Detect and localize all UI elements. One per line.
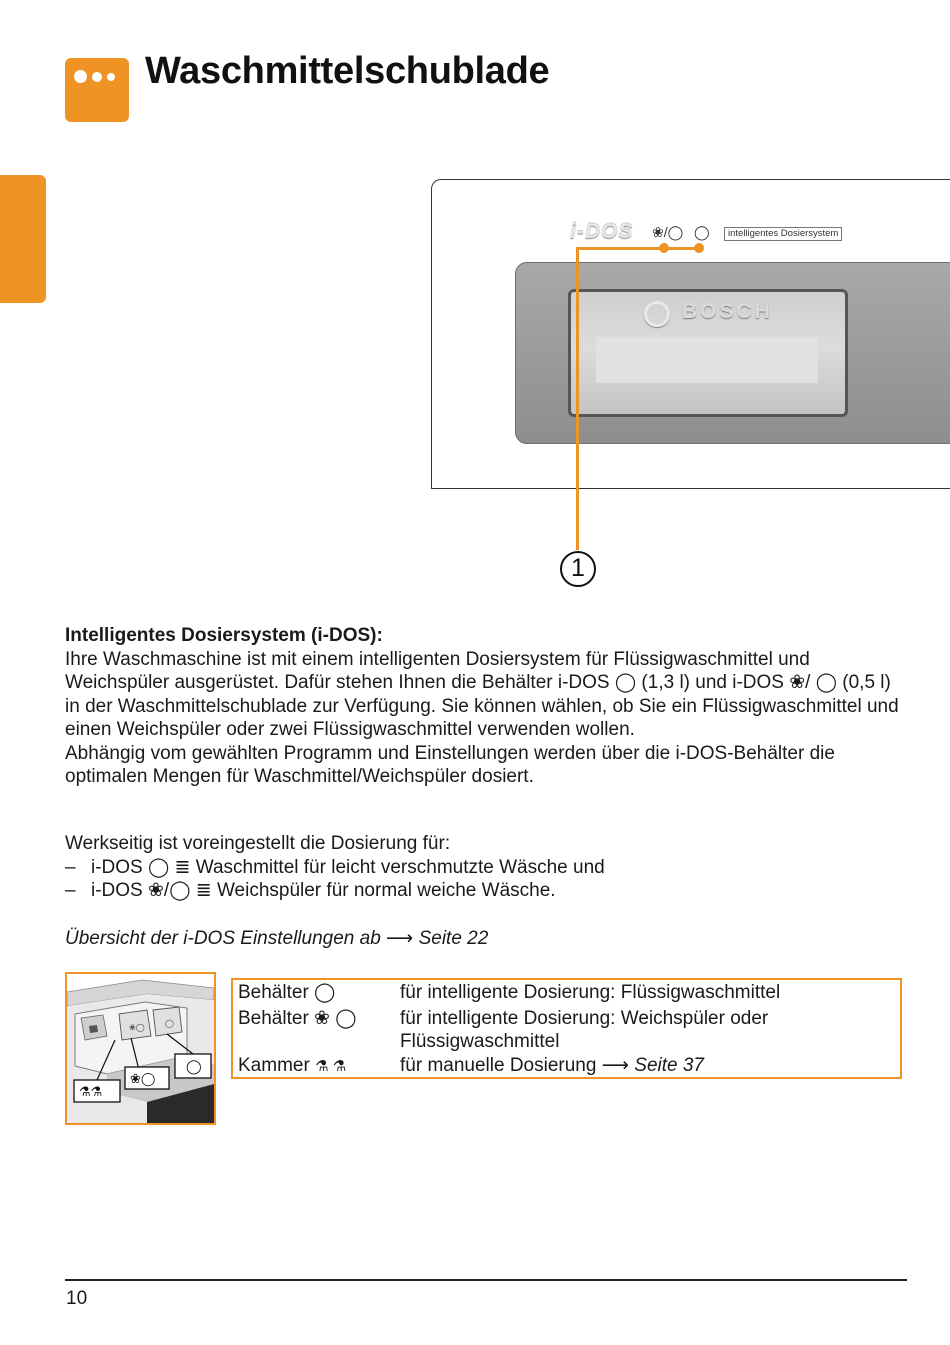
legend-desc — [400, 1054, 830, 1077]
legend-term-text: Kammer — [238, 1055, 310, 1076]
legend-term: Behälter ❀ ◯ — [238, 1008, 357, 1029]
paragraph: Ihre Waschmaschine ist mit einem intelligenten Dosiersystem für Flüssigwaschmittel und Weichspüler ausgerüstet. Dafür stehen Ihnen die Behälter i-DOS ◯ (1,3 l) und i-DOS ❀/ ◯ (0,5 l) in der Waschmittelschublade zur Verfügung. Sie können wählen, ob Sie ein Flüssigwaschmittel und einen Weichspüler oder zwei Flüssigwaschmittel verwenden wollen. — [65, 648, 899, 740]
detergent-symbol: ◯ — [694, 224, 710, 240]
brand-name: BOSCH — [682, 300, 773, 323]
list-item-text: i-DOS ❀/◯ ≣ Weichspüler für normal weiche Wäsche. — [91, 880, 556, 901]
svg-text:⚗⚗: ⚗⚗ — [79, 1084, 103, 1099]
callout-line-vertical — [576, 248, 579, 550]
svg-text:❀◯: ❀◯ — [130, 1071, 156, 1086]
overview-text: Übersicht der i-DOS Einstellungen ab — [65, 928, 381, 949]
legend-term: Behälter ◯ — [238, 982, 336, 1003]
arrow-right-icon: ⟶ — [601, 1055, 629, 1076]
page-title: Waschmittelschublade — [145, 50, 550, 92]
svg-text:◯: ◯ — [186, 1058, 202, 1074]
legend-desc: für intelligente Dosierung: Flüssigwaschmittel — [400, 982, 781, 1003]
list-item — [65, 856, 905, 880]
legend-term — [238, 1054, 346, 1078]
drawer-thumbnail — [65, 972, 216, 1125]
legend-desc: für intelligente Dosierung: Weichspüler oder Flüssigwaschmittel — [400, 1008, 769, 1052]
drawer-display-area — [596, 337, 818, 383]
section-heading: Intelligentes Dosiersystem (i-DOS): — [65, 625, 383, 646]
dash-bullet: – — [65, 880, 76, 901]
idos-logo: i-DOS — [570, 220, 634, 243]
list-item-text: i-DOS ◯ ≣ Waschmittel für leicht verschmutzte Wäsche und — [91, 856, 605, 878]
footer-divider — [65, 1279, 907, 1281]
paragraph: Abhängig vom gewählten Programm und Einstellungen werden über die i-DOS-Behälter die optimalen Mengen für Waschmittel/Weichspüler dosiert. — [65, 742, 835, 787]
page-link[interactable]: Seite 37 — [634, 1055, 704, 1076]
container-legend — [231, 978, 902, 1079]
svg-text:◯: ◯ — [165, 1019, 174, 1028]
manual-dosing-icon: ⚗ ⚗ — [315, 1058, 347, 1075]
factory-settings — [65, 832, 905, 903]
softener-detergent-symbols: ❀/◯ — [652, 224, 684, 240]
drawer-illustration — [67, 974, 214, 1123]
svg-text:❀◯: ❀◯ — [129, 1023, 145, 1032]
chapter-tab — [0, 175, 46, 303]
overview-reference[interactable] — [65, 927, 905, 951]
page-number: 10 — [66, 1288, 88, 1309]
legend-desc-text: für manuelle Dosierung — [400, 1055, 597, 1076]
brand-logo-icon — [644, 301, 670, 327]
callout-number: 1 — [560, 551, 596, 587]
factory-intro: Werkseitig ist voreingestellt die Dosierung für: — [65, 833, 451, 854]
callout-dot-right — [694, 243, 704, 253]
machine-panel-figure — [431, 179, 950, 489]
list-item — [65, 879, 905, 903]
overview-page-link[interactable]: Seite 22 — [418, 928, 489, 949]
callout-line-horizontal — [576, 247, 700, 250]
section-body — [65, 624, 905, 789]
dash-bullet: – — [65, 856, 76, 878]
arrow-right-icon: ⟶ — [386, 928, 414, 949]
callout-dot-left — [659, 243, 669, 253]
idos-label: intelligentes Dosiersystem — [724, 227, 842, 241]
section-icon — [65, 58, 129, 122]
